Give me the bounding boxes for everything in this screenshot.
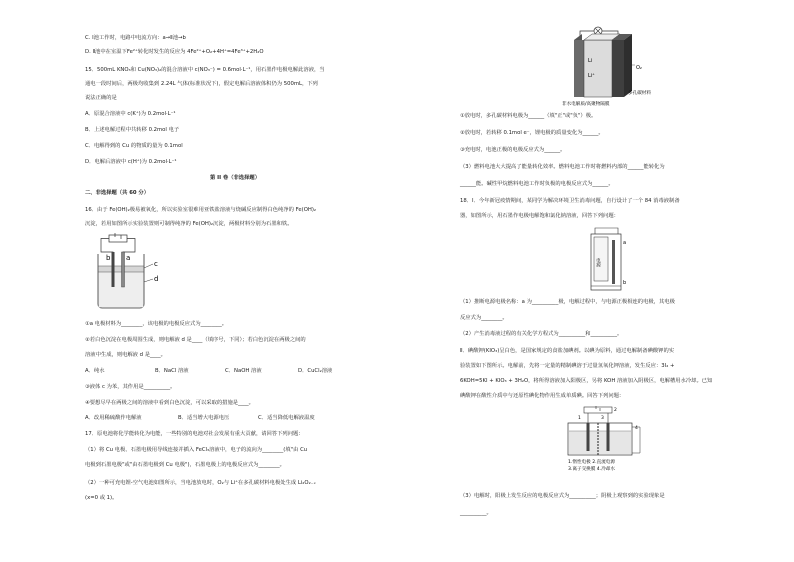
q17-part1-a: （1）将 Cu 电极、石墨电极用导线连接并插入 FeCl₃溶液中，电子的流向为________(填"由 Cu (85, 447, 308, 453)
q16-option-d: D．CuCl₂溶液 (298, 368, 333, 374)
q16-label-b: b (106, 254, 111, 262)
q18-stem-1: 18．Ⅰ．今年新冠疫情期间，某同学为解决环境卫生消毒问题，自行设计了一个 84 消毒液制备 (460, 198, 680, 204)
q18-stem-2: 器，如图所示，用石墨作电极电解饱和氯化钠溶液，回答下列问题： (460, 213, 619, 219)
q16-part4: ④要想尽早在两极之间的溶液中看到白色沉淀，可以采取的措施是____。 (85, 400, 254, 406)
q16-part2-b: 溶液中生成，则电解液 d 是____。 (85, 352, 166, 358)
q18-part1-a: （1）推断电源电极名称：a 为__________极，电解过程中，与电源正极相连的电极，其电极 (460, 299, 675, 305)
q16-part4-option-a: A．改用稀硫酸作电解液 (85, 415, 142, 421)
q16-part4-option-b: B．适当增大电源电压 (178, 415, 230, 421)
q16-part3: ③液体 c 为苯，其作用是__________。 (85, 384, 176, 390)
q16-option-c: C．NaOH 溶液 (225, 368, 262, 374)
right-column (400, 0, 794, 562)
q17-part1-b: 电极到石墨电极"或"由石墨电极到 Cu 电极")，石墨电极上的电极反应式为________。 (85, 462, 285, 468)
q18-label-a: a (623, 240, 627, 246)
q14-option-d: D. Ⅱ池中在室温下Fe²⁺转化时发生的反应为 4Fe²⁺+O₂+4H⁺=4Fe³⁺+2H₂O (85, 49, 264, 55)
q16-label-d: d (154, 275, 159, 283)
q15-option-a: A．原混合溶液中 c(K⁺)为 0.2mol·L⁻¹ (85, 111, 176, 117)
battery-label-o2: O₂ (636, 65, 642, 71)
section-subtitle: 二、非选择题（共 60 分） (85, 190, 150, 196)
q18-part2: （2）产生消毒液过程的有关化学方程式为__________和__________。 (460, 331, 623, 337)
battery-caption: 非水电解质/高聚物隔膜 (562, 102, 610, 107)
q16-stem-2: 沉淀，若用如图所示实验装置则可制得纯净的 Fe(OH)₂沉淀，两极材料分别为石墨和铁。 (85, 221, 293, 227)
q18-fig2-label-3: 3 (601, 416, 604, 421)
q17-part2-b: (x=0 或 1)。 (85, 495, 118, 501)
battery-label-carbon: 多孔碳材料 (628, 91, 651, 96)
q17c-part3-a: （3）燃料电池大大提高了能量转化效率。燃料电池工作时将燃料内部的______能转化为 (460, 164, 665, 170)
q17-stem: 17．原电池将化学能转化为电能，一些特别的电池对社会发展有重大贡献，请回答下列问题： (85, 431, 304, 437)
q16-option-b: B．NaCl 溶液 (155, 368, 189, 374)
q16-label-c: c (154, 260, 158, 268)
q18-ii-line4: 碘酸钾在酸性介质中与还原性碘化物作用生成单质碘。回答下列问题： (460, 393, 625, 399)
q18-ii-line2: 验装置如下图所示。电解前，先将一定量的精制碘溶于过量氢氧化钾溶液，发生反应：3I₂ + (460, 363, 675, 369)
q16-part2-a: ②若白色沉淀在电极周围生成，则电解液 d 是____（填序号，下同）；若白色沉淀在两极之间的 (85, 337, 306, 343)
q17c-part3-b: ______能。碱性甲烷燃料电池工作时负极的电极反应式为______。 (460, 181, 614, 187)
q16-stem-1: 16．由于 Fe(OH)₂极易被氧化，所以实验室很难用亚铁盐溶液与烧碱反应制得白色纯净的 Fe(OH)₂ (85, 207, 317, 213)
q15-stem-3: 说法正确的是 (85, 95, 117, 101)
q18-fig2-label-4: 4 (635, 426, 638, 431)
q17c-line3: ③充电时，电池正极的电极反应式为______。 (460, 147, 566, 153)
q15-option-d: D．电解后溶液中 c(H⁺)为 0.2mol·L⁻¹ (85, 159, 177, 165)
q18-fig2-legend-2: 3.离子交换膜 4.冷却水 (568, 467, 615, 472)
q18-ii-line1: Ⅱ．碘酸钾(KIO₃)呈白色，是国家规定的食盐加碘剂。以碘为原料，通过电解制备碘酸钾的实 (460, 348, 675, 354)
q18-fig2-legend-1: 1.惰性电极 2.直流电源 (568, 460, 615, 465)
q16-part1: ①a 电极材料为________，该电极的电极反应式为________。 (85, 321, 228, 327)
q16-option-a: A．纯水 (85, 368, 105, 374)
q18-electrolysis-cell-figure (560, 405, 650, 475)
q18-fig2-label-2: 2 (614, 408, 617, 413)
q14-option-c: C. Ⅰ池工作时，电路中电流方向：a→Ⅱ池→b (85, 35, 186, 41)
q16-electrolysis-figure (95, 232, 165, 312)
q18-ii-line3: 6KOH=5KI + KIO₃ + 3H₂O，将所得溶液加入阳极区，另将 KOH 溶液加入阴极区，电解槽用水冷却。已知 (460, 378, 713, 384)
q15-option-b: B．上述电解过程中共转移 0.2mol 电子 (85, 127, 180, 133)
q18-fig2-label-1: 1 (578, 416, 581, 421)
q18-part1-b: 反应式为________。 (460, 315, 508, 321)
q15-option-c: C．电解得到的 Cu 的物质的量为 0.1mol (85, 143, 183, 149)
battery-label-li-ion: Li⁺ (588, 73, 595, 79)
lithium-air-battery-figure (560, 25, 660, 107)
q15-stem-1: 15．500mL KNO₃和 Cu(NO₃)₂的混合溶液中 c(NO₃⁻) = 0.6mol·L⁻¹，用石墨作电极电解此溶液，当 (85, 67, 325, 73)
q18-part3-b: __________。 (460, 510, 492, 516)
battery-label-li: Li (588, 58, 593, 64)
q16-label-a: a (126, 254, 131, 262)
q16-part4-option-c: C．适当降低电解液温度 (258, 415, 315, 421)
section-title: 第 II 卷（非选择题） (209, 175, 260, 181)
q18-part3-a: （3）电解时，阳极上发生反应的电极反应式为__________；阴极上观察到的实验现象是 (460, 493, 665, 499)
q18-disinfectant-figure (582, 222, 632, 294)
q18-label-b: b (623, 280, 627, 286)
q17-part2-a: （2）一种可充电锂-空气电池如图所示，当电池放电时，O₂与 Li⁺在多孔碳材料电极处生成 Li₂O₂₋ₓ (85, 480, 316, 486)
q17c-line1: ①放电时，多孔碳材料电极为______（填"正"或"负"）极。 (460, 113, 597, 119)
q15-stem-2: 通电一段时间后，两极均收集到 2.24L 气体(标准状况下)，假定电解后溶液体积仍为 500mL，下列 (85, 81, 318, 87)
q17c-line2: ②放电时，若转移 0.1mol e⁻，锂电极的质量变化为______。 (460, 130, 604, 136)
q18-label-power: 电源 (595, 258, 601, 267)
